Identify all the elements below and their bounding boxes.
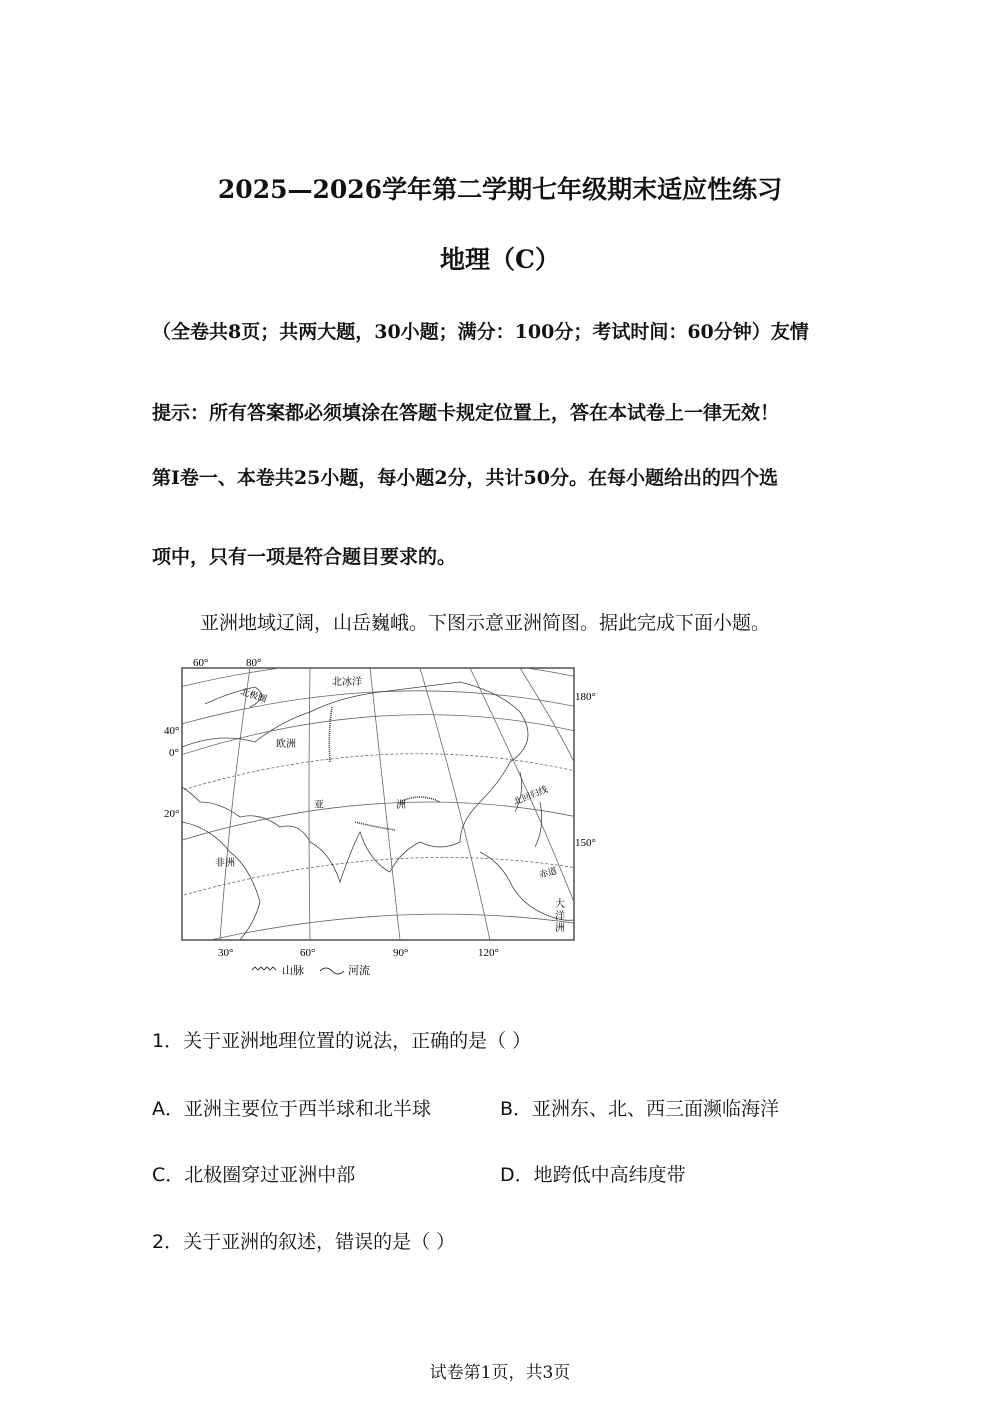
map-label-africa: 非洲: [215, 858, 235, 869]
tick-bottom-90: 90°: [393, 947, 409, 959]
asia-map: [160, 652, 610, 984]
tick-left-40: 40°: [164, 725, 180, 737]
map-label-arctic-ocean: 北冰洋: [332, 677, 362, 688]
exam-subject: 地理（C）: [440, 245, 560, 274]
map-label-asia-2: 洲: [396, 800, 406, 811]
tick-top-60: 60°: [193, 657, 209, 669]
map-label-oceania-2: 洋: [555, 911, 565, 922]
question-1-option-c: C．北极圈穿过亚洲中部: [152, 1164, 356, 1186]
question-1-stem: 1．关于亚洲地理位置的说法，正确的是（ ）: [152, 1030, 532, 1052]
legend-river-symbol: [320, 968, 344, 974]
legend-mountain-symbol: [252, 967, 276, 970]
map-label-europe: 欧洲: [276, 739, 296, 750]
tick-left-0: 0°: [169, 747, 179, 759]
exam-title: 2025—2026学年第二学期七年级期末适应性练习: [217, 175, 783, 204]
section-line-1: 第Ⅰ卷一、本卷共25小题，每小题2分，共计50分。在每小题给出的四个选: [152, 467, 778, 489]
question-1-option-a: A．亚洲主要位于西半球和北半球: [152, 1098, 431, 1120]
map-label-arctic-circle: 北极圈: [239, 686, 269, 705]
map-label-equator: 赤道: [537, 865, 558, 880]
question-1-option-d: D．地跨低中高纬度带: [500, 1164, 686, 1186]
map-label-oceania-1: 大: [555, 899, 565, 910]
tick-bottom-30: 30°: [218, 947, 234, 959]
passage: 亚洲地域辽阔，山岳巍峨。下图示意亚洲简图。据此完成下面小题。: [200, 612, 771, 634]
tick-bottom-60: 60°: [300, 947, 316, 959]
instructions-line-1: （全卷共8页；共两大题，30小题；满分：100分；考试时间：60分钟）友情: [152, 321, 809, 343]
map-label-asia-1: 亚: [314, 800, 324, 811]
question-2-stem: 2．关于亚洲的叙述，错误的是（ ）: [152, 1231, 456, 1253]
legend-river-label: 河流: [348, 965, 370, 977]
map-label-tropic: 北回归线: [512, 784, 550, 807]
question-1-option-b: B．亚洲东、北、西三面濒临海洋: [500, 1098, 780, 1120]
section-line-2: 项中，只有一项是符合题目要求的。: [152, 546, 457, 568]
tick-left-20: 20°: [164, 808, 180, 820]
map-label-oceania-3: 洲: [555, 923, 565, 934]
tick-right-150: 150°: [575, 837, 596, 849]
legend-mountain-label: 山脉: [282, 965, 304, 977]
instructions-line-2: 提示：所有答案都必须填涂在答题卡规定位置上，答在本试卷上一律无效！: [152, 402, 780, 424]
tick-top-80: 80°: [246, 657, 262, 669]
tick-right-180: 180°: [575, 691, 596, 703]
page-footer: 试卷第1页，共3页: [429, 1363, 571, 1383]
tick-bottom-120: 120°: [478, 947, 499, 959]
